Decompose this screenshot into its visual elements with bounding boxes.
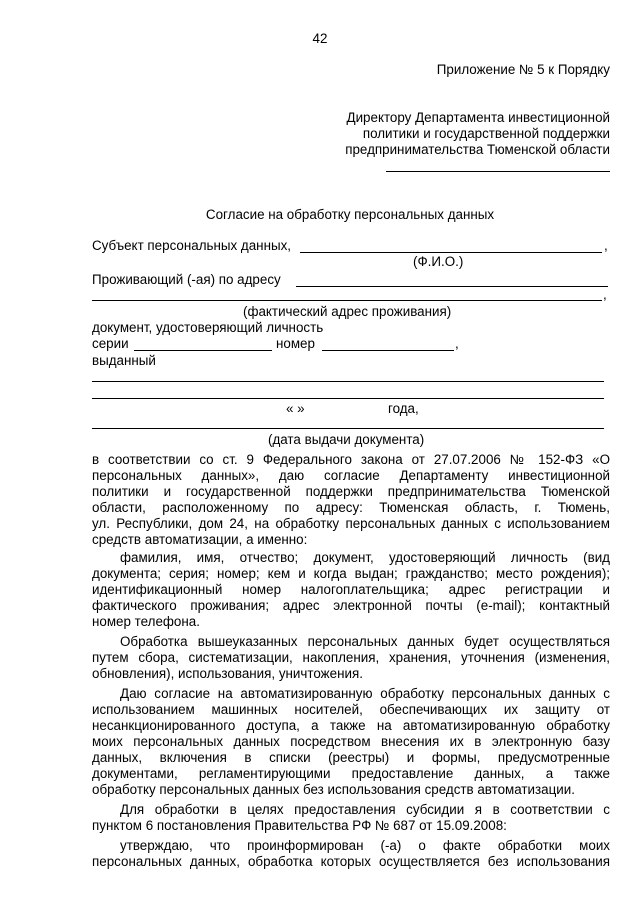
comma-mark: , (603, 287, 607, 302)
fio-field[interactable] (300, 252, 602, 253)
address-field-2[interactable] (92, 300, 602, 301)
body-p1-line-5: ул. Республики, дом 24, на обработку персональных данных с использованием (92, 516, 610, 531)
subject-label: Субъект персональных данных, (92, 238, 292, 253)
document-label: документ, удостоверяющий личность (92, 320, 324, 335)
body-p5-line-2: пунктом 6 постановления Правительства РФ № 687 от 15.09.2008: (92, 818, 507, 833)
body-p2-line-4: фактического проживания; адрес электронной почты (e-mail); контактный (92, 598, 610, 613)
body-p6-line-2: персональных данных, обработка которых осуществляется без использования (92, 854, 610, 869)
date-quote-marks: « » (286, 401, 305, 416)
addressee-line-2: политики и государственной поддержки (362, 126, 610, 141)
page-number: 42 (312, 31, 328, 46)
body-p6-line-1: утверждаю, что проинформирован (-а) о факте обработки моих (120, 838, 610, 853)
body-p1-line-3: политики и государственной поддержки предпринимательства Тюменской (92, 484, 610, 499)
body-p3-line-3: обновления), использования, уничтожения. (92, 666, 363, 681)
body-p2-line-5: номер телефона. (92, 614, 200, 629)
series-label: серии (92, 336, 129, 351)
body-p1-line-1: в соответствии со ст. 9 Федерального закона от 27.07.2006 № 152-ФЗ «О (92, 452, 610, 467)
body-p3-line-1: Обработка вышеуказанных персональных данных будет осуществляться (120, 634, 610, 649)
document-title: Согласие на обработку персональных данных (205, 207, 495, 222)
number-label: номер (276, 336, 315, 351)
body-p2-line-2: документа; серия; номер; кем и когда выдан; гражданство; место рождения); (92, 566, 610, 581)
fio-hint: (Ф.И.О.) (413, 254, 464, 269)
body-p2-line-1: фамилия, имя, отчество; документ, удостоверяющий личность (вид (120, 550, 610, 565)
body-p3-line-2: путем сбора, систематизации, накопления, хранения, уточнения (изменения, (92, 650, 610, 665)
issue-date-field[interactable] (92, 428, 604, 429)
comma-mark: , (455, 336, 459, 351)
body-p2-line-3: идентификационный номер налогоплательщика; адрес регистрации и (92, 582, 610, 597)
appendix-reference: Приложение № 5 к Порядку (436, 62, 610, 77)
addressee-line-1: Директору Департамента инвестиционной (346, 110, 610, 125)
body-p1-line-6: средств автоматизации, а именно: (92, 532, 308, 547)
body-p4-line-5: данных, включения в списки (реестры) и формы, предусмотренные (92, 750, 610, 765)
issued-by-field-1[interactable] (92, 381, 604, 382)
series-field[interactable] (134, 350, 272, 351)
body-p4-line-1: Даю согласие на автоматизированную обработку персональных данных с (120, 686, 610, 701)
date-hint: (дата выдачи документа) (268, 432, 425, 447)
body-p4-line-3: несанкционированного доступа, а также на автоматизированную обработку (92, 718, 610, 733)
body-p5-line-1: Для обработки в целях предоставления субсидии я в соответствии с (120, 802, 610, 817)
body-p1-line-2: персональных данных», даю согласие Департаменту инвестиционной (92, 468, 610, 483)
issued-by-field-2[interactable] (92, 398, 604, 399)
body-p4-line-4: моих персональных данных посредством внесения их в электронную базу (92, 734, 610, 749)
body-p4-line-2: использованием машинных носителей, обеспечивающих их защиту от (92, 702, 610, 717)
body-p4-line-6: документами, регламентирующими предоставление данных, а также (92, 766, 610, 781)
number-field[interactable] (322, 350, 454, 351)
addressee-line-3: предпринимательства Тюменской области (345, 142, 610, 157)
body-p4-line-7: обработку персональных данных без использования средств автоматизации. (92, 782, 575, 797)
year-label: года, (388, 401, 419, 416)
address-field-1[interactable] (296, 286, 608, 287)
comma-mark: , (604, 238, 608, 253)
body-p1-line-4: области, расположенному по адресу: Тюменская область, г. Тюмень, (92, 500, 610, 515)
issued-label: выданный (92, 353, 156, 368)
addressee-blank-line[interactable] (386, 171, 610, 172)
address-hint: (фактический адрес проживания) (243, 304, 452, 319)
residing-label: Проживающий (-ая) по адресу (92, 272, 281, 287)
